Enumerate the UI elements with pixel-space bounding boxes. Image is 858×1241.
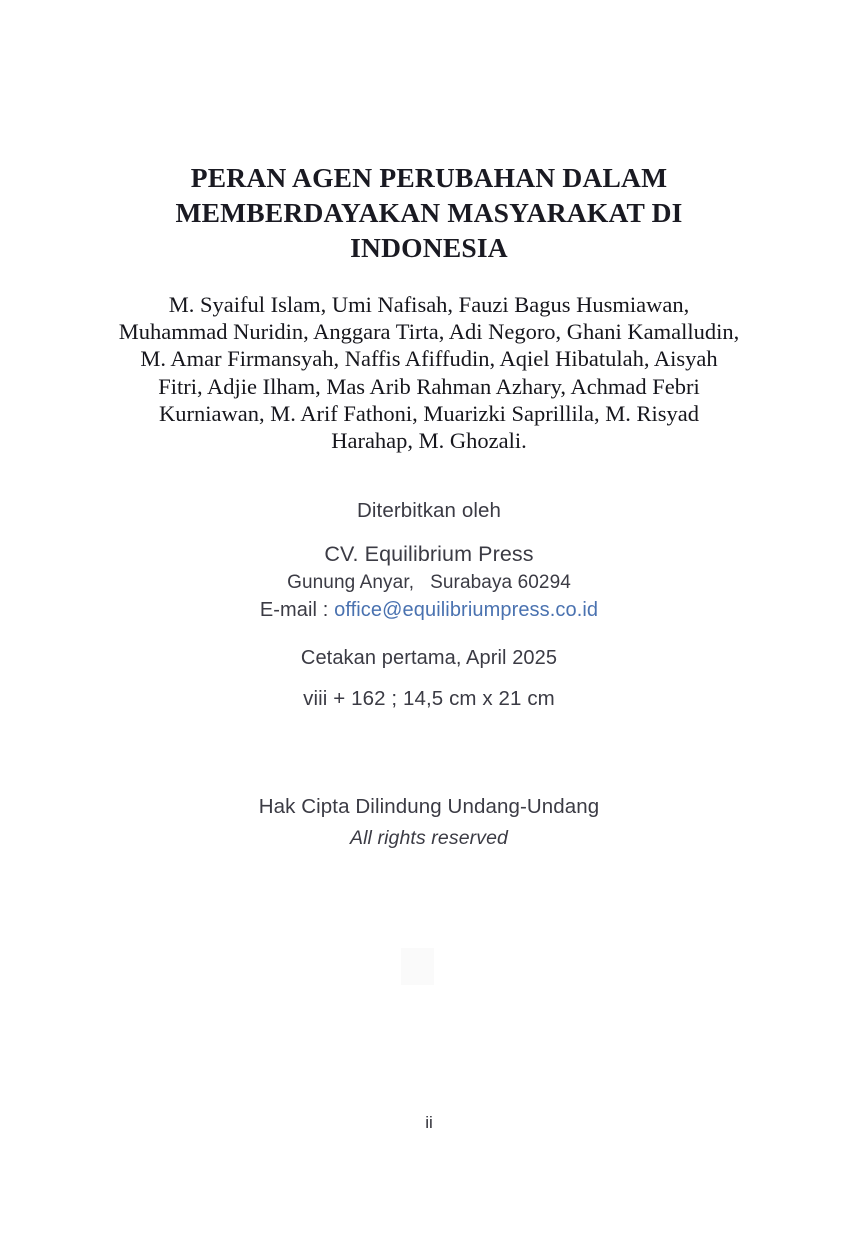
copyright-notice-english: All rights reserved	[350, 827, 508, 849]
published-by-label: Diterbitkan oleh	[356, 499, 502, 522]
publisher-imprint	[0, 498, 858, 623]
book-title	[129, 160, 729, 265]
publisher-address	[0, 570, 858, 595]
page-number: ii	[425, 1113, 433, 1132]
placeholder-image	[401, 948, 434, 985]
book-title-line-3: INDONESIA	[350, 232, 508, 263]
edition-details	[0, 645, 858, 712]
author-list-line-1: M. Syaiful Islam, Umi Nafisah, Fauzi Bagus Husmiawan,	[168, 292, 690, 317]
publisher-name: CV. Equilibrium Press	[324, 542, 534, 566]
publisher-email-link[interactable]: office@equilibriumpress.co.id	[334, 599, 599, 621]
author-list	[95, 291, 763, 454]
author-list-line-3: M. Amar Firmansyah, Naffis Afiffudin, Aqiel Hibatulah, Aisyah	[140, 346, 718, 372]
author-list-line-6: Harahap, M. Ghozali.	[331, 428, 527, 454]
copyright-notice-indonesian: Hak Cipta Dilindung Undang-Undang	[258, 795, 600, 818]
book-title-line-2: MEMBERDAYAKAN MASYARAKAT DI	[175, 197, 683, 228]
publisher-address-street: Gunung Anyar,	[287, 572, 415, 593]
publisher-email-line	[0, 598, 858, 623]
author-list-line-5: Kurniawan, M. Arif Fathoni, Muarizki Saprillila, M. Risyad	[159, 400, 699, 426]
author-list-line-2: Muhammad Nuridin, Anggara Tirta, Adi Negoro, Ghani Kamalludin,	[118, 319, 740, 345]
author-list-line-4: Fitri, Adjie Ilham, Mas Arib Rahman Azhary, Achmad Febri	[158, 373, 700, 399]
publisher-address-city: Surabaya 60294	[430, 572, 571, 593]
copyright-notice	[0, 794, 858, 851]
email-label: E-mail :	[259, 599, 329, 621]
book-title-line-1: PERAN AGEN PERUBAHAN DALAM	[190, 162, 668, 193]
print-run: Cetakan pertama, April 2025	[300, 647, 558, 669]
book-dimensions: viii + 162 ; 14,5 cm x 21 cm	[303, 687, 555, 710]
